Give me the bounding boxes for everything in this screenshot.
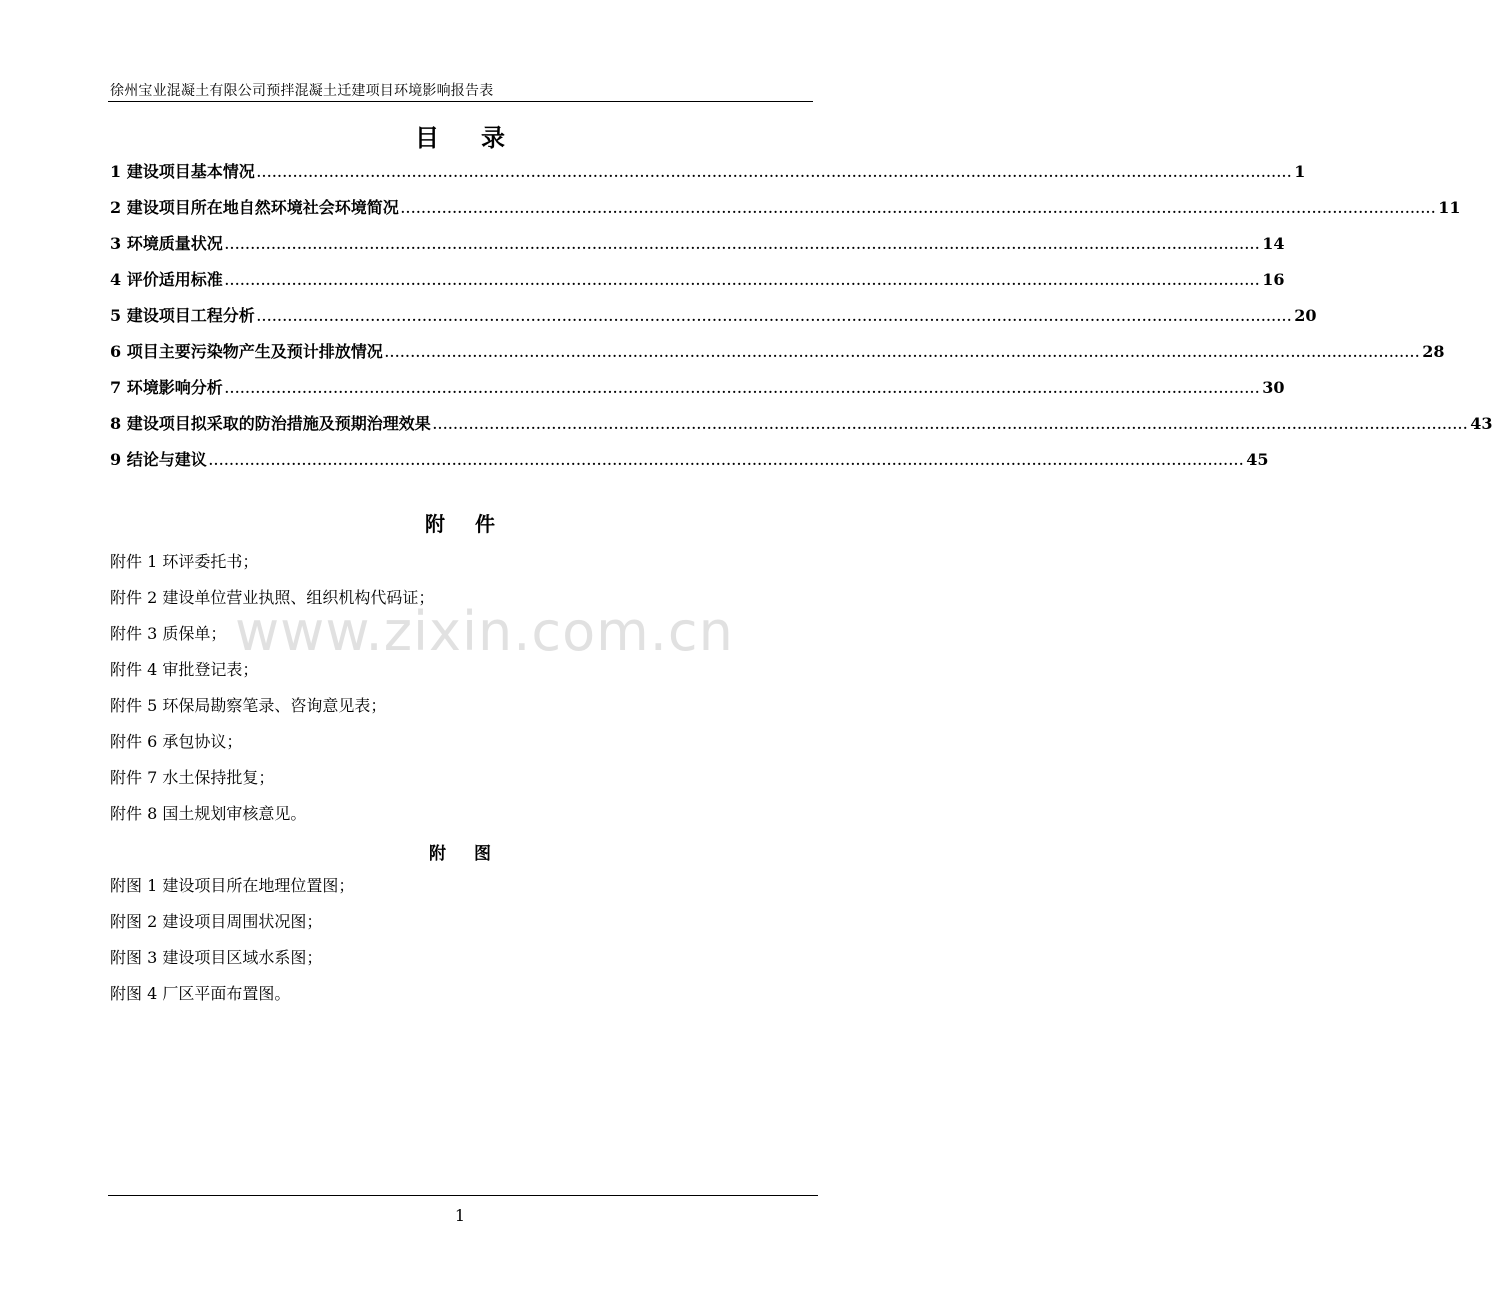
footer-divider [108,1195,818,1196]
toc-entry[interactable] [110,336,1445,372]
attachment-item: 附件 2 建设单位营业执照、组织机构代码证； [110,588,435,607]
watermark: www.zixin.com.cn [235,600,734,663]
toc-entry-page: 45 [1246,450,1269,469]
toc-entry-page: 30 [1262,378,1285,397]
attachments-title-part: 件 [475,512,495,536]
toc-leader-dots: ........................................................................................................................................................................................................ [256,166,1293,180]
toc-entry-page: 14 [1262,234,1285,253]
toc-entry-label: 5 建设项目工程分析 [110,306,255,325]
toc-entry-label: 4 评价适用标准 [110,270,223,289]
toc-leader-dots: ........................................................................................................................................................................................................ [384,346,1421,360]
toc-entry-label: 1 建设项目基本情况 [110,162,255,181]
toc-leader-dots: ........................................................................................................................................................................................................ [208,454,1245,468]
toc-entry-label: 3 环境质量状况 [110,234,223,253]
toc-entry-label: 7 环境影响分析 [110,378,223,397]
figures-title-part: 附 [429,844,446,864]
toc-leader-dots: ........................................................................................................................................................................................................ [256,310,1293,324]
toc-entry-label: 8 建设项目拟采取的防治措施及预期治理效果 [110,414,431,433]
toc-entry[interactable] [110,372,1285,408]
toc-leader-dots: ........................................................................................................................................................................................................ [432,418,1469,432]
attachment-item: 附件 8 国土规划审核意见。 [110,804,307,823]
toc-entry[interactable] [110,156,1306,192]
toc-leader-dots: ........................................................................................................................................................................................................ [224,274,1261,288]
toc-entry-page: 1 [1294,162,1306,181]
toc-entry[interactable] [110,264,1285,300]
attachments-title-part: 附 [425,512,445,536]
toc-entry[interactable] [110,444,1269,480]
attachment-item: 附件 7 水土保持批复； [110,768,275,787]
toc-entry-page: 43 [1470,414,1493,433]
attachment-item: 附件 1 环评委托书； [110,552,259,571]
toc-leader-dots: ........................................................................................................................................................................................................ [400,202,1437,216]
attachment-item: 附件 6 承包协议； [110,732,243,751]
toc-entry-label: 2 建设项目所在地自然环境社会环境简况 [110,198,399,217]
toc-entry[interactable] [110,408,1493,444]
toc-leader-dots: ........................................................................................................................................................................................................ [224,382,1261,396]
attachments-title [0,508,920,537]
page-number: 1 [454,1206,466,1225]
toc-entry[interactable] [110,228,1285,264]
toc-entry-page: 28 [1422,342,1445,361]
attachment-item: 附件 4 审批登记表； [110,660,259,679]
toc-leader-dots: ........................................................................................................................................................................................................ [224,238,1261,252]
attachment-item: 附件 3 质保单； [110,624,227,643]
toc-entry-page: 16 [1262,270,1285,289]
toc-entry[interactable] [110,300,1317,336]
toc-entry-label: 9 结论与建议 [110,450,207,469]
figures-title [0,839,920,864]
toc-entry[interactable] [110,192,1461,228]
attachments-list [110,544,810,832]
figure-item: 附图 1 建设项目所在地理位置图； [110,876,355,895]
toc-title-part: 录 [481,123,505,152]
header-divider [108,101,813,102]
figures-title-part: 图 [474,844,491,864]
figure-item: 附图 4 厂区平面布置图。 [110,984,291,1003]
toc-title [0,118,920,153]
figure-item: 附图 2 建设项目周围状况图； [110,912,323,931]
toc-entry-page: 11 [1438,198,1461,217]
toc-entry-label: 6 项目主要污染物产生及预计排放情况 [110,342,383,361]
toc-title-part: 目 [415,123,439,152]
attachment-item: 附件 5 环保局勘察笔录、咨询意见表； [110,696,387,715]
figures-list [110,868,810,1012]
figure-item: 附图 3 建设项目区域水系图； [110,948,323,967]
table-of-contents [110,156,1493,480]
toc-entry-page: 20 [1294,306,1317,325]
document-header: 徐州宝业混凝土有限公司预拌混凝土迁建项目环境影响报告表 [110,83,494,99]
